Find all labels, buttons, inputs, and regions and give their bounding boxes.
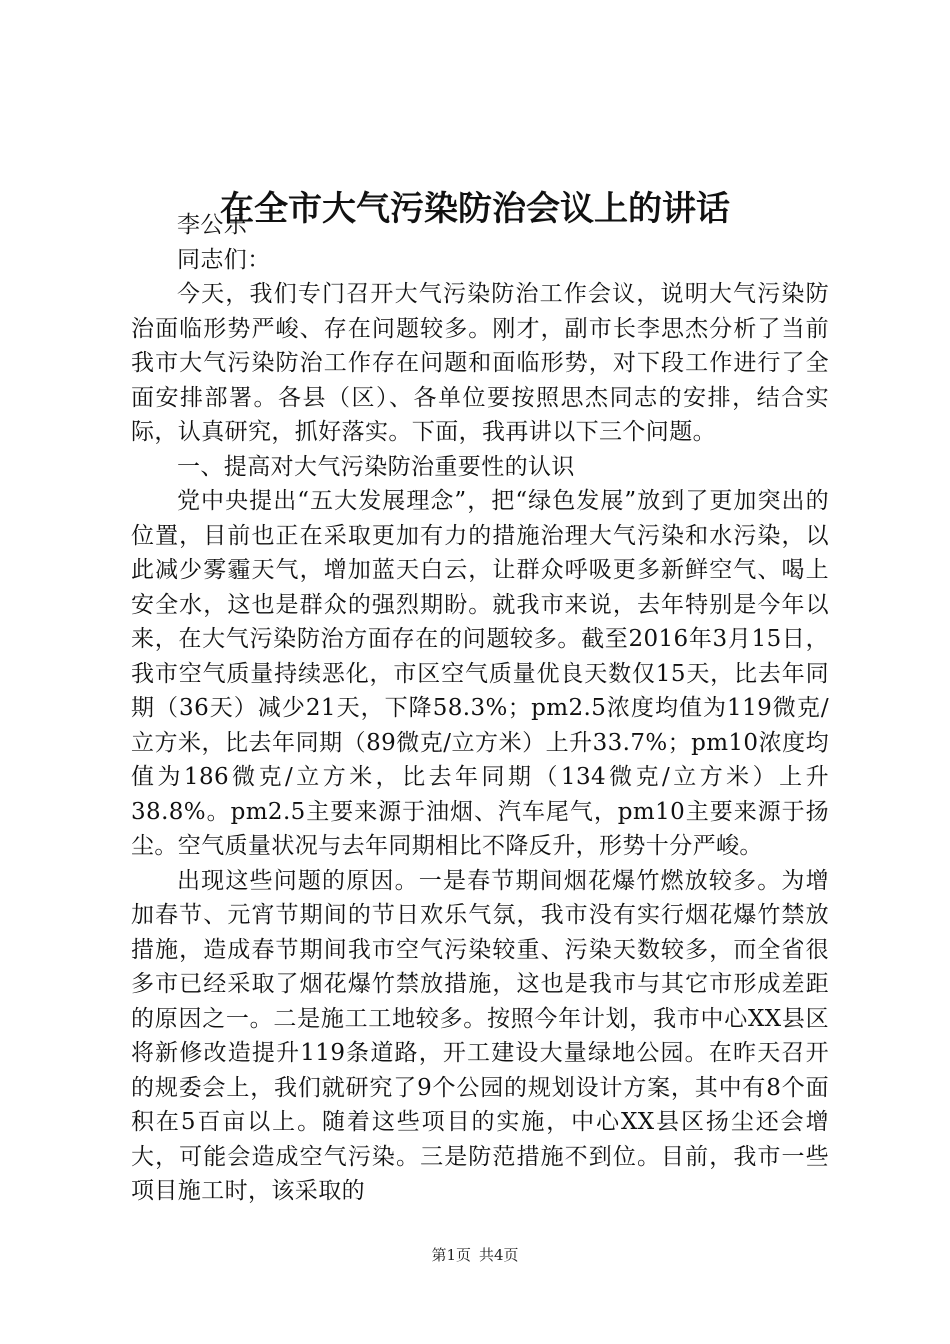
paragraph-intro: 今天，我们专门召开大气污染防治工作会议，说明大气污染防治面临形势严峻、存在问题较多。刚才，副市长李思杰分析了当前我市大气污染防治工作存在问题和面临形势，对下段工作进行了全面安排部署。各县（区）、各单位要按照思杰同志的安排，结合实际，认真研究，抓好落实。下面，我再讲以下三个问题。 (131, 281, 829, 445)
document-title: 在全市大气污染防治会议上的讲话 (220, 189, 730, 229)
page-number-total: 共4页 (479, 1246, 519, 1264)
page-number-current: 第1页 (431, 1246, 471, 1264)
author-line: 李公乐 (177, 212, 248, 238)
salutation-line: 同志们： (177, 246, 271, 273)
document-body (131, 208, 829, 1209)
paragraph-causes: 出现这些问题的原因。一是春节期间烟花爆竹燃放较多。为增加春节、元宵节期间的节日欢乐气氛，我市没有实行烟花爆竹禁放措施，造成春节期间我市空气污染较重、污染天数较多，而全省很多市已经采取了烟花爆竹禁放措施，这也是我市与其它市形成差距的原因之一。二是施工工地较多。按照今年计划，我市中心XX县区将新修改造提升119条道路，开工建设大量绿地公园。在昨天召开的规委会上，我们就研究了9个公园的规划设计方案，其中有8个面积在5百亩以上。随着这些项目的实施，中心XX县区扬尘还会增大，可能会造成空气污染。三是防范措施不到位。目前，我市一些项目施工时，该采取的 (131, 867, 829, 1204)
page-footer (0, 1244, 950, 1266)
section-heading-1: 一、提高对大气污染防治重要性的认识 (177, 453, 575, 480)
paragraph-situation: 党中央提出“五大发展理念”，把“绿色发展”放到了更加突出的位置，目前也正在采取更加有力的措施治理大气污染和水污染，以此减少雾霾天气，增加蓝天白云，让群众呼吸更多新鲜空气、喝上安全水，这也是群众的强烈期盼。就我市来说，去年特别是今年以来，在大气污染防治方面存在的问题较多。截至2016年3月15日，我市空气质量持续恶化，市区空气质量优良天数仅15天，比去年同期（36天）减少21天，下降58.3%；pm2.5浓度均值为119微克/立方米，比去年同期（89微克/立方米）上升33.7%；pm10浓度均值为186微克/立方米，比去年同期（134微克/立方米）上升38.8%。pm2.5主要来源于油烟、汽车尾气，pm10主要来源于扬尘。空气质量状况与去年同期相比不降反升，形势十分严峻。 (131, 488, 829, 859)
